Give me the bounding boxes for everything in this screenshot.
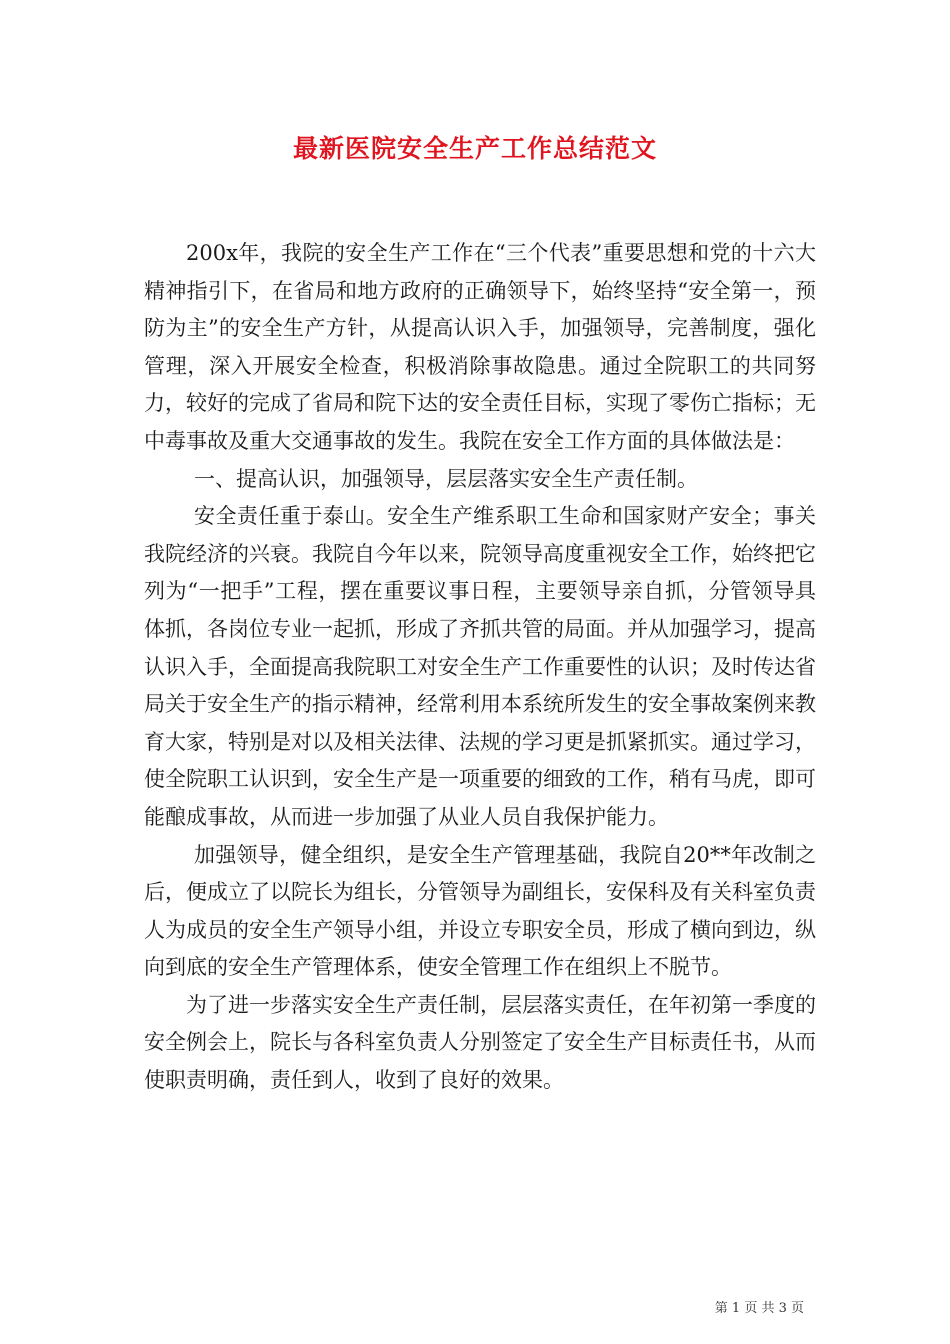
page-number-label: 第 1 页 共 3 页 <box>714 1301 804 1316</box>
paragraph-organization: 加强领导，健全组织，是安全生产管理基础，我院自20**年改制之后，便成立了以院长为组长，分管领导为副组长，安保科及有关科室负责人为成员的安全生产领导小组，并设立专职安全员，形成了横向到边，纵向到底的安全生产管理体系，使安全管理工作在组织上不脱节。 <box>144 842 816 980</box>
paragraph-accountability: 为了进一步落实安全生产责任制，层层落实责任，在年初第一季度的安全例会上，院长与各科室负责人分别签定了安全生产目标责任书，从而使职责明确，责任到人，收到了良好的效果。 <box>144 992 816 1093</box>
page-number <box>715 1300 804 1318</box>
paragraph-responsibility: 安全责任重于泰山。安全生产维系职工生命和国家财产安全；事关我院经济的兴衰。我院自今年以来，院领导高度重视安全工作，始终把它列为“一把手”工程，摆在重要议事日程，主要领导亲自抓，分管领导具体抓，各岗位专业一起抓，形成了齐抓共管的局面。并从加强学习，提高认识入手，全面提高我院职工对安全生产工作重要性的认识；及时传达省局关于安全生产的指示精神，经常利用本系统所发生的安全事故案例来教育大家，特别是对以及相关法律、法规的学习更是抓紧抓实。通过学习，使全院职工认识到，安全生产是一项重要的细致的工作，稍有马虎，即可能酿成事故，从而进一步加强了从业人员自我保护能力。 <box>144 504 816 829</box>
document-title: 最新医院安全生产工作总结范文 <box>292 134 657 163</box>
paragraph-intro: 200x年，我院的安全生产工作在“三个代表”重要思想和党的十六大精神指引下，在省局和地方政府的正确领导下，始终坚持“安全第一，预防为主”的安全生产方针，从提高认识入手，加强领导，完善制度，强化管理，深入开展安全检查，积极消除事故隐患。通过全院职工的共同努力，较好的完成了省局和院下达的安全责任目标，实现了零伤亡指标；无中毒事故及重大交通事故的发生。我院在安全工作方面的具体做法是： <box>144 241 816 453</box>
paragraph-section-heading: 一、提高认识，加强领导，层层落实安全生产责任制。 <box>194 466 698 491</box>
document-body <box>144 235 816 1100</box>
